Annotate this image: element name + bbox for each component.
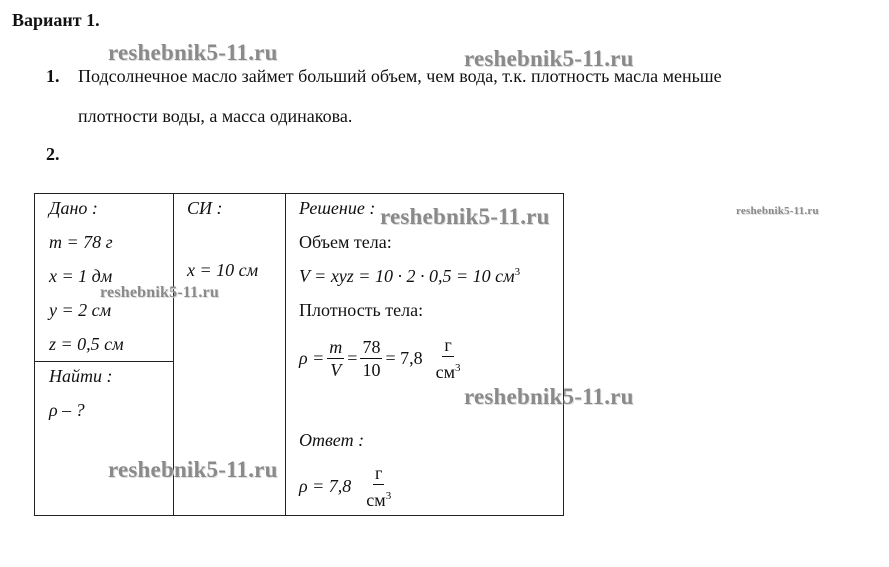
- answer-unit-denominator-text: см: [366, 490, 386, 510]
- volume-label: Объем тела:: [299, 232, 392, 252]
- volume-formula: [299, 266, 520, 287]
- watermark: reshebnik5-11.ru: [108, 457, 278, 482]
- watermark: reshebnik5-11.ru: [736, 205, 819, 217]
- density-equals: =: [347, 348, 358, 368]
- answer-unit-fraction: [364, 462, 393, 511]
- fraction-numerator-m: m: [329, 337, 343, 357]
- given-find-divider: [35, 361, 173, 362]
- item-1-number: 1.: [46, 66, 60, 86]
- answer-unit-exponent: 3: [385, 490, 392, 502]
- variant-heading: Вариант 1.: [12, 10, 100, 30]
- answer-header: Ответ :: [299, 430, 365, 450]
- fraction-78-over-10: [360, 336, 382, 381]
- fraction-numerator-78: 78: [362, 337, 381, 357]
- column-divider-2: [285, 194, 286, 515]
- answer-lhs: ρ = 7,8: [299, 476, 352, 496]
- watermark: reshebnik5-11.ru: [380, 204, 550, 229]
- solution-header: Решение :: [299, 198, 376, 218]
- answer-formula: [299, 462, 396, 511]
- unit-exponent: 3: [455, 362, 461, 374]
- item-1-line-1: Подсолнечное масло займет больший объем, чем вода, т.к. плотность масла меньше: [78, 66, 722, 86]
- watermark: reshebnik5-11.ru: [464, 46, 634, 71]
- watermark: reshebnik5-11.ru: [464, 384, 634, 409]
- given-row-z: z = 0,5 см: [49, 334, 124, 354]
- watermark: reshebnik5-11.ru: [108, 40, 278, 65]
- answer-unit-denominator: [364, 485, 393, 511]
- density-formula: [299, 334, 466, 383]
- density-result: = 7,8: [385, 348, 423, 368]
- given-header: Дано :: [49, 198, 98, 218]
- watermark: reshebnik5-11.ru: [100, 284, 219, 301]
- density-lhs: ρ =: [299, 348, 325, 368]
- fraction-denominator-v: V: [330, 360, 342, 380]
- item-1-line-2: плотности воды, а масса одинакова.: [78, 106, 353, 126]
- si-value: x = 10 см: [187, 260, 259, 280]
- given-row-mass: m = 78 г: [49, 232, 113, 252]
- unit-fraction: [434, 334, 463, 383]
- find-value: ρ – ?: [49, 400, 85, 420]
- given-row-x: x = 1 дм: [49, 266, 113, 286]
- answer-unit-numerator: г: [375, 463, 383, 483]
- unit-denominator: [434, 357, 463, 383]
- unit-denominator-text: см: [435, 362, 455, 382]
- volume-exponent: 3: [514, 266, 521, 278]
- si-header: СИ :: [187, 198, 223, 218]
- item-2-number: 2.: [46, 144, 60, 164]
- find-header: Найти :: [49, 366, 113, 386]
- density-label: Плотность тела:: [299, 300, 424, 320]
- volume-formula-text: V = xyz = 10 · 2 · 0,5 = 10 см: [299, 266, 515, 286]
- fraction-m-over-v: [327, 336, 344, 381]
- unit-numerator: г: [444, 335, 452, 355]
- fraction-denominator-10: 10: [362, 360, 381, 380]
- given-row-y: y = 2 см: [49, 300, 112, 320]
